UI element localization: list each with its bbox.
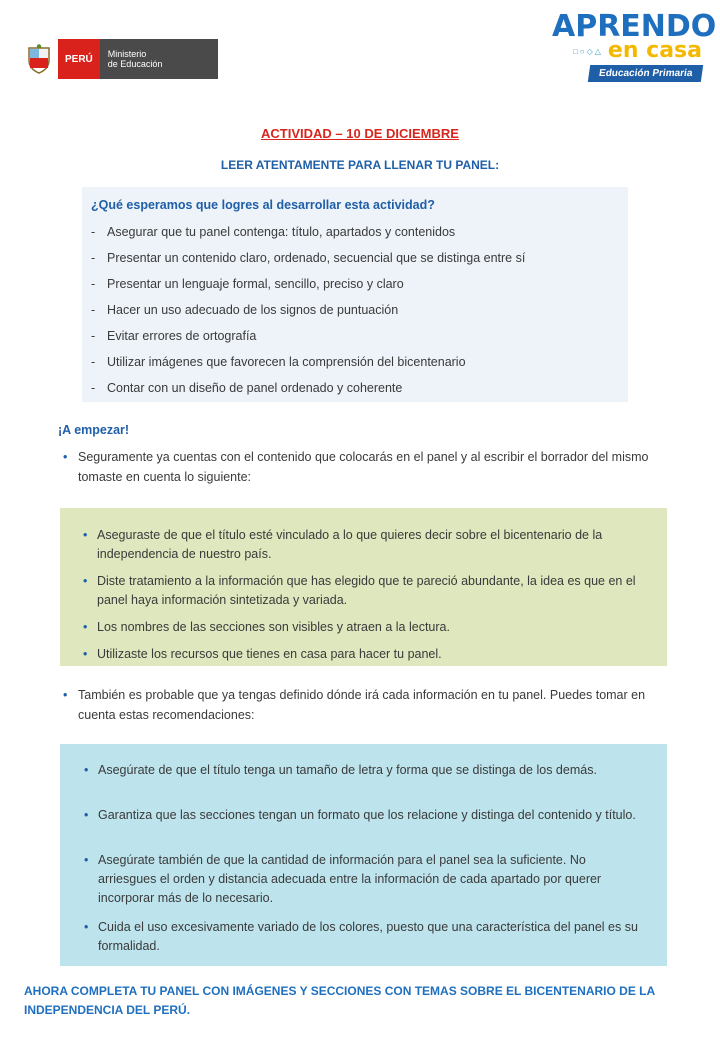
list-item: • Garantiza que las secciones tengan un formato que los relacione y distinga del contenido y título. [98, 806, 638, 825]
list-item: • Los nombres de las secciones son visibles y atraen a la lectura. [97, 618, 657, 637]
bullet-icon: • [63, 450, 68, 464]
dash-icon: - [91, 355, 96, 369]
ministry-logo [26, 38, 218, 80]
bullet-icon: • [63, 688, 68, 702]
bullet-icon: • [83, 620, 88, 634]
ministry-name [100, 39, 218, 79]
list-item: • Diste tratamiento a la información que has elegido que te pareció abundante, la idea es que en el panel haya información sintetizada y variada. [83, 574, 636, 607]
list-item: • Asegúrate también de que la cantidad de información para el panel sea la suficiente. No arriesgues el orden y distancia adecuada entre la información de cada apartado por querer incorporar más de lo necesario. [84, 853, 602, 905]
list-item: - Presentar un lenguaje formal, sencillo, preciso y claro [91, 277, 404, 291]
activity-title: ACTIVIDAD – 10 DE DICIEMBRE [261, 126, 459, 141]
peru-coat-of-arms-icon [26, 44, 52, 74]
dash-icon: - [91, 225, 96, 239]
peru-label: PERÚ [58, 39, 100, 79]
list-item: • Utilizaste los recursos que tienes en casa para hacer tu panel. [97, 645, 657, 664]
dash-icon: - [91, 251, 96, 265]
list-item: • Aseguraste de que el título esté vinculado a lo que quieres decir sobre el bicentenario de la independencia de nuestro país. [83, 528, 603, 561]
list-item: - Contar con un diseño de panel ordenado y coherente [91, 381, 403, 395]
intro-paragraph-2: • También es probable que ya tengas definido dónde irá cada información en tu panel. Puedes tomar en cuenta estas recomendaciones: [78, 685, 658, 725]
objectives-title: ¿Qué esperamos que logres al desarrollar esta actividad? [91, 198, 435, 212]
bullet-icon: • [84, 920, 89, 934]
bullet-icon: • [84, 763, 89, 777]
brand-level-badge: Educación Primaria [587, 65, 703, 82]
ministry-line-1: Ministerio [107, 49, 147, 59]
aprendo-en-casa-logo [552, 9, 717, 92]
bullet-icon: • [83, 647, 88, 661]
dash-icon: - [91, 277, 96, 291]
dash-icon: - [91, 329, 96, 343]
list-item: • Cuida el uso excesivamente variado de los colores, puesto que una característica del panel es su formalidad. [84, 920, 638, 953]
intro-paragraph-1: • Seguramente ya cuentas con el contenido que colocarás en el panel y al escribir el borrador del mismo tomaste en cuenta lo siguiente: [78, 447, 658, 487]
objectives-box [82, 187, 628, 402]
dash-icon: - [91, 381, 96, 395]
recommendations-box-blue [60, 744, 667, 966]
brand-title: APRENDO [552, 9, 717, 44]
list-item: • Asegúrate de que el título tenga un tamaño de letra y forma que se distinga de los demás. [98, 761, 638, 780]
list-item: - Utilizar imágenes que favorecen la comprensión del bicentenario [91, 355, 466, 369]
list-item: - Presentar un contenido claro, ordenado, secuencial que se distinga entre sí [91, 251, 526, 265]
bullet-icon: • [83, 528, 88, 542]
dash-icon: - [91, 303, 96, 317]
checklist-box-green [60, 508, 667, 666]
objectives-list [91, 223, 525, 405]
start-heading: ¡A empezar! [58, 423, 130, 437]
list-item: - Evitar errores de ortografía [91, 329, 257, 343]
final-instruction: AHORA COMPLETA TU PANEL CON IMÁGENES Y SECCIONES CON TEMAS SOBRE EL BICENTENARIO DE LA INDEPENDENCIA DEL PERÚ. [24, 984, 655, 1017]
list-item: - Asegurar que tu panel contenga: título, apartados y contenidos [91, 225, 456, 239]
read-instruction-title: LEER ATENTAMENTE PARA LLENAR TU PANEL: [220, 158, 500, 172]
shapes-icon: □○◇△ [572, 46, 603, 56]
ministry-line-2: de Educación [107, 59, 163, 69]
bullet-icon: • [84, 808, 89, 822]
list-item: - Hacer un uso adecuado de los signos de puntuación [91, 303, 399, 317]
brand-subtitle: en casa [607, 38, 702, 63]
bullet-icon: • [83, 574, 88, 588]
bullet-icon: • [84, 853, 89, 867]
